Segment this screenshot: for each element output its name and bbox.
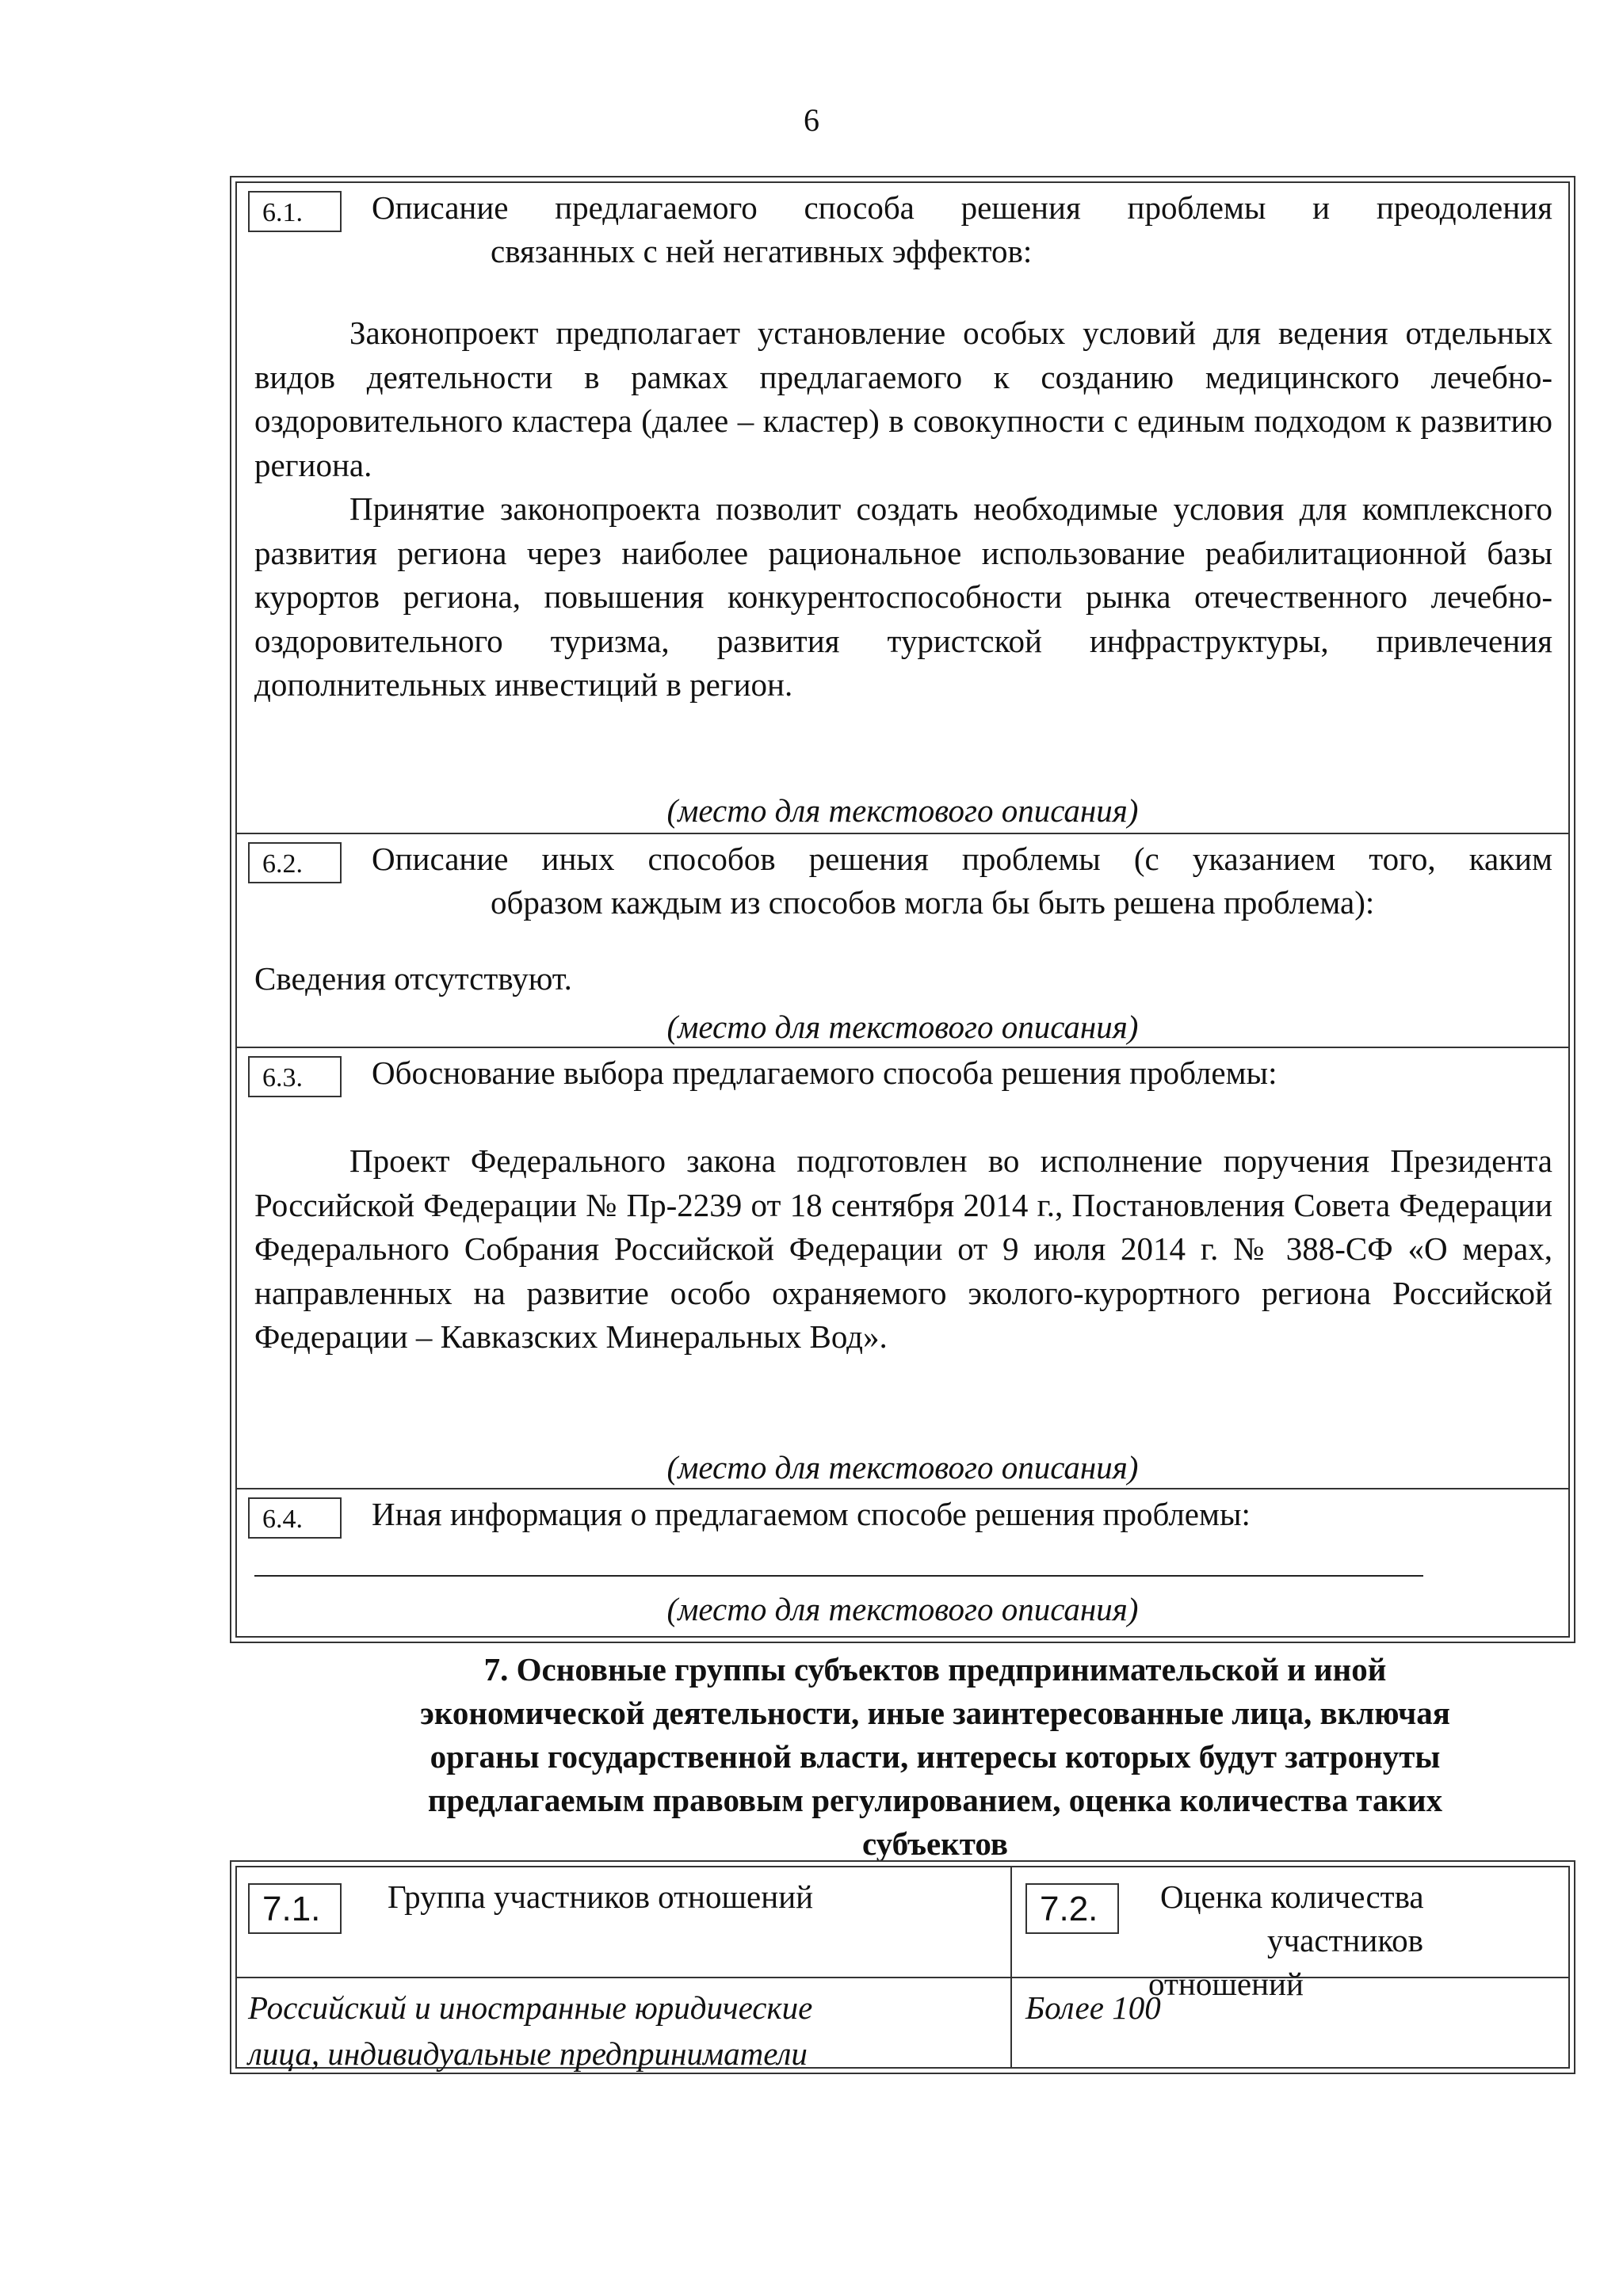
placeholder-caption: (место для текстового описания) <box>666 1009 1139 1045</box>
placeholder-caption: (место для текстового описания) <box>666 1591 1139 1627</box>
table-cell-estimate: Более 100 <box>1025 1989 1161 2026</box>
title-line: 7. Основные группы субъектов предпринимательской и иной <box>483 1651 1387 1688</box>
section-6-frame <box>230 176 1575 1643</box>
title-line: органы государственной власти, интересы которых будут затронуты <box>430 1738 1441 1775</box>
section-heading-continued: связанных с ней негативных эффектов: <box>491 233 1033 269</box>
row-divider <box>237 1977 1568 1978</box>
subjects-table <box>230 1860 1575 2074</box>
column-header-group: Группа участников отношений <box>388 1878 814 1915</box>
placeholder-caption: (место для текстового описания) <box>666 1449 1139 1486</box>
section-heading: Обоснование выбора предлагаемого способа решения проблемы: <box>372 1055 1277 1091</box>
column-header-estimate: участников <box>1267 1922 1424 1958</box>
section-heading: Иная информация о предлагаемом способе решения проблемы: <box>372 1496 1251 1532</box>
section-6-1 <box>237 183 1568 834</box>
column-number-box: 7.2. <box>1025 1883 1119 1934</box>
section-number-box: 6.3. <box>248 1056 342 1097</box>
section-heading-continued: образом каждым из способов могла бы быть решена проблема): <box>491 884 1375 921</box>
section-7-title <box>309 1648 1561 1866</box>
column-divider <box>1010 1867 1012 2067</box>
column-header-estimate: отношений <box>1148 1966 1304 2002</box>
paragraph: Законопроект предполагает установление особых условий для ведения отдельных видов деятельности в рамках предлагаемого к созданию медицинского лечебно-оздоровительного кластера (далее – кластер) в совокупности с единым подходом к развитию региона. <box>254 315 1552 483</box>
section-6-3 <box>237 1048 1568 1489</box>
section-6-2 <box>237 834 1568 1048</box>
section-body <box>254 1139 1552 1360</box>
paragraph: Принятие законопроекта позволит создать необходимые условия для комплексного развития региона через наиболее рациональное использование реабилитационной базы курортов региона, повышения конкурентоспособности рынка отечественного лечебно-оздоровительного туризма, развития туристской инфраструктуры, привлечения дополнительных инвестиций в регион. <box>254 490 1552 703</box>
section-heading: Описание предлагаемого способа решения проблемы и преодоления <box>372 189 1552 226</box>
section-number-box: 6.2. <box>248 842 342 883</box>
paragraph: Проект Федерального закона подготовлен во исполнение поручения Президента Российской Федерации № Пр-2239 от 18 сентября 2014 г., Постановления Совета Федерации Федерального Собрания Российской Федерации от 9 июля 2014 г. № 388-СФ «О мерах, направленных на развитие особо охраняемого эколого-курортного региона Российской Федерации – Кавказских Минеральных Вод». <box>254 1142 1552 1355</box>
table-cell-group: лица, индивидуальные предприниматели <box>248 2035 808 2072</box>
section-body <box>254 311 1552 707</box>
title-line: предлагаемым правовым регулированием, оценка количества таких <box>427 1782 1443 1818</box>
section-number-box: 6.1. <box>248 191 342 232</box>
title-line: субъектов <box>861 1825 1009 1862</box>
table-cell-group: Российский и иностранные юридические <box>248 1989 813 2026</box>
section-body: Сведения отсутствуют. <box>254 960 572 997</box>
page-number: 6 <box>804 102 819 138</box>
title-line: экономической деятельности, иные заинтересованные лица, включая <box>420 1695 1450 1731</box>
column-number-box: 7.1. <box>248 1883 342 1934</box>
section-6-4 <box>237 1489 1568 1641</box>
placeholder-caption: (место для текстового описания) <box>666 792 1139 829</box>
section-number-box: 6.4. <box>248 1497 342 1539</box>
section-heading: Описание иных способов решения проблемы (с указанием того, каким <box>372 841 1552 877</box>
column-header-estimate: Оценка количества <box>1160 1878 1424 1915</box>
blank-text-line <box>254 1575 1423 1577</box>
